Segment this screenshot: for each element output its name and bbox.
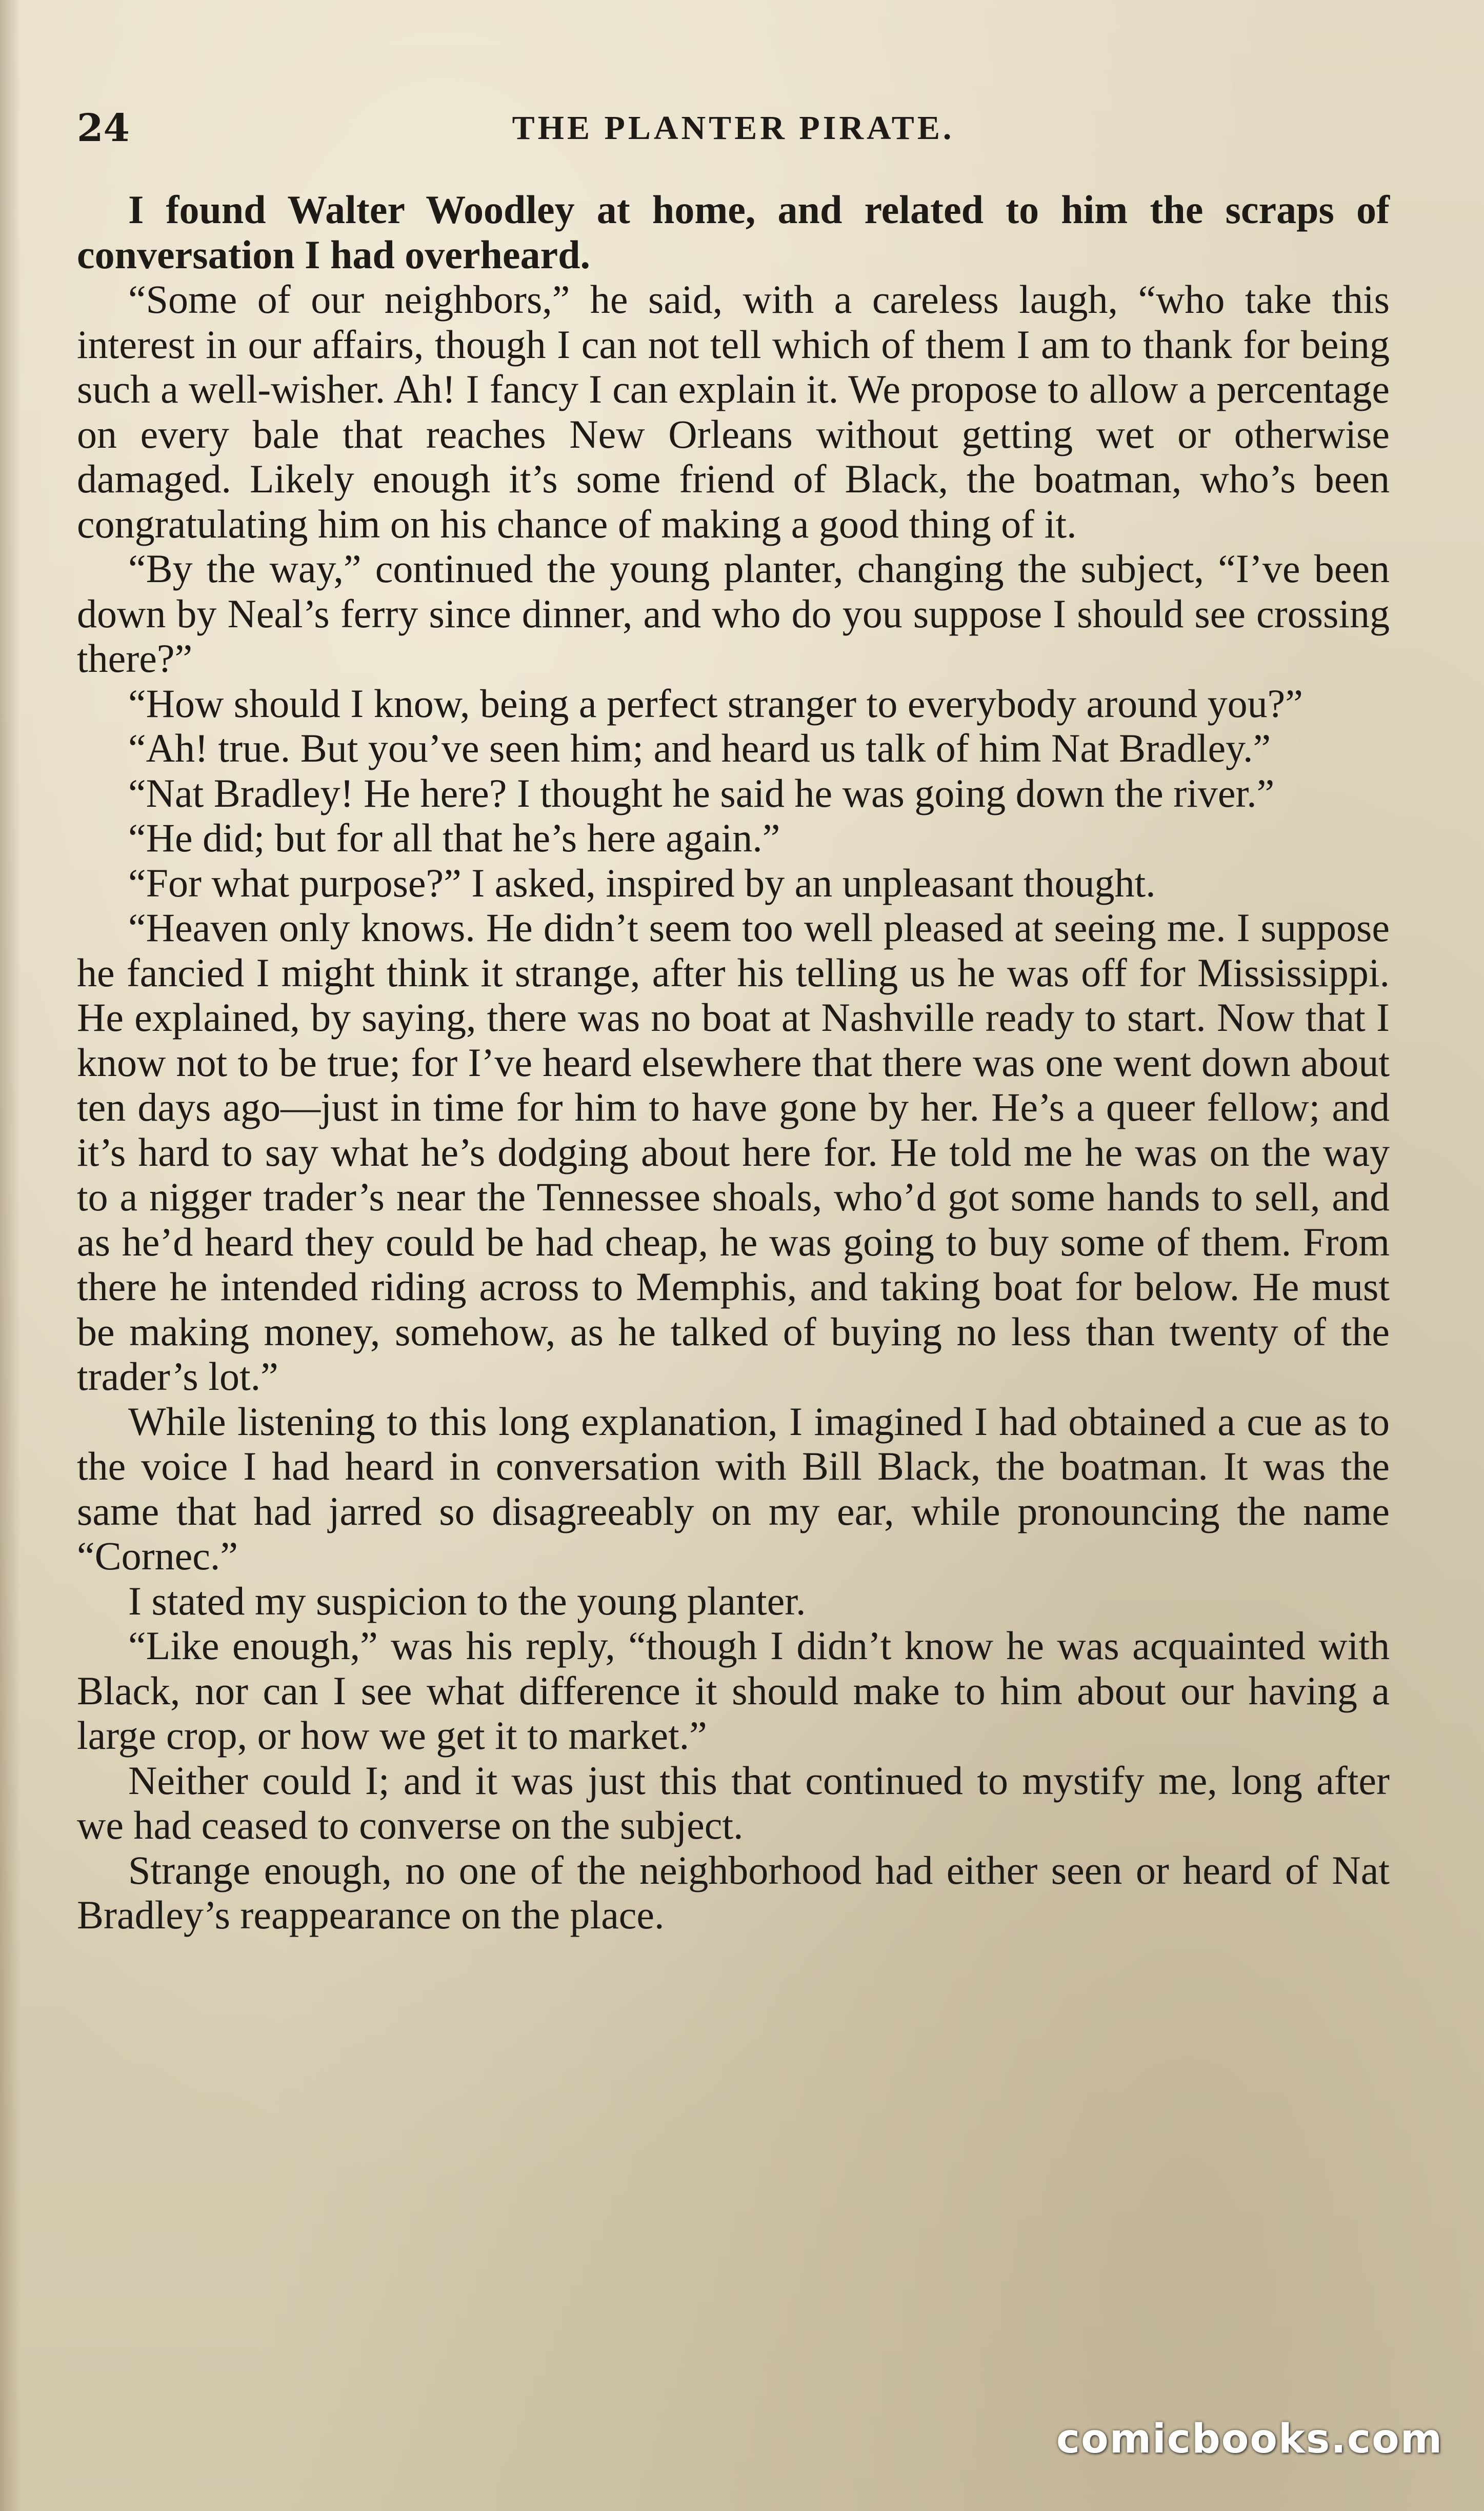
page-number: 24	[77, 106, 130, 150]
paragraph: “Like enough,” was his reply, “though I didn’t know he was acquainted with Black, nor can I see what difference it should make to him about our having a large crop, or how we get it to market.”	[77, 1623, 1390, 1758]
running-title: THE PLANTER PIRATE.	[512, 109, 955, 147]
paragraph: Neither could I; and it was just this that continued to mystify me, long after we had ceased to converse on the subject.	[77, 1758, 1390, 1847]
paragraph: “Heaven only knows. He didn’t seem too well pleased at seeing me. I suppose he fancied I might think it strange, after his telling us he was off for Mississippi. He explained, by saying, there was no boat at Nashville ready to start. Now that I know not to be true; for I’ve heard elsewhere that there was one went down about ten days ago—just in time for him to have gone by her. He’s a queer fellow; and it’s hard to say what he’s dodging about here for. He told me he was on the way to a nigger trader’s near the Tennessee shoals, who’d got some hands to sell, and as he’d heard they could be had cheap, he was going to buy some of them. From there he intended riding across to Memphis, and taking boat for below. He must be making money, somehow, as he talked of buying no less than twenty of the trader’s lot.”	[77, 905, 1390, 1399]
paragraph: “Some of our neighbors,” he said, with a careless laugh, “who take this interest in our affairs, though I can not tell which of them I am to thank for being such a well-wisher. Ah! I fancy I can explain it. We propose to allow a percentage on every bale that reaches New Orleans without getting wet or otherwise damaged. Likely enough it’s some friend of Black, the boatman, who’s been congratulating him on his chance of making a good thing of it.	[77, 277, 1390, 546]
paragraph: I found Walter Woodley at home, and related to him the scraps of conversation I had overheard.	[77, 187, 1390, 277]
body-text	[77, 187, 1390, 1938]
paragraph: “By the way,” continued the young planter, changing the subject, “I’ve been down by Neal’s ferry since dinner, and who do you suppose I should see crossing there?”	[77, 546, 1390, 681]
page-edge-shadow	[0, 0, 21, 2511]
paragraph: While listening to this long explanation, I imagined I had obtained a cue as to the voice I had heard in conversation with Bill Black, the boatman. It was the same that had jarred so disagreeably on my ear, while pronouncing the name “Cornec.”	[77, 1399, 1390, 1578]
paragraph: “Nat Bradley! He here? I thought he said he was going down the river.”	[128, 770, 1275, 815]
paragraph: “For what purpose?” I asked, inspired by an unpleasant thought.	[128, 860, 1156, 905]
paragraph: “How should I know, being a perfect stranger to everybody around you?”	[128, 681, 1303, 726]
paragraph: I stated my suspicion to the young planter.	[128, 1578, 806, 1623]
paragraph: Strange enough, no one of the neighborhood had either seen or heard of Nat Bradley’s reappearance on the place.	[77, 1847, 1390, 1937]
watermark: comicbooks.com	[1056, 2416, 1443, 2462]
paragraph: “He did; but for all that he’s here again.”	[128, 815, 780, 860]
running-head	[77, 100, 1390, 156]
paragraph: “Ah! true. But you’ve seen him; and heard us talk of him Nat Bradley.”	[128, 726, 1271, 770]
